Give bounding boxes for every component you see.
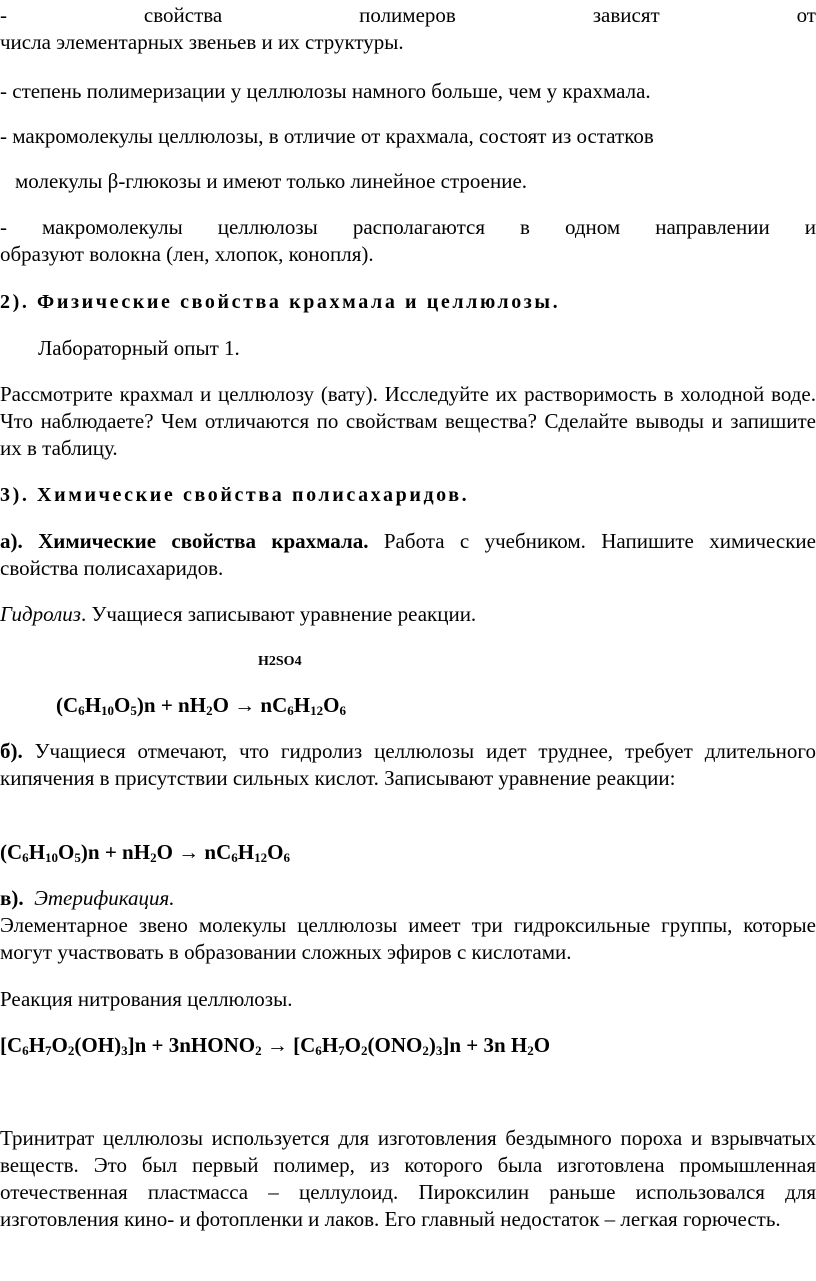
- catalyst-label: H2SO4: [258, 654, 302, 669]
- paragraph-trinitrate: Тринитрат целлюлозы используется для изготовления бездымного пороха и взрывчатых веществ. Это был первый полимер, из которого была изготовлена промышленная отечественная пластмасса – целлулоид. Пироксилин раньше использовался для изготовления кино- и фотопленки и лаков. Его главный недостаток – легкая горючесть.: [0, 1126, 816, 1231]
- item-text: . Учащиеся записывают уравнение реакции.: [81, 602, 477, 626]
- paragraph-macromolecules: - макромолекулы целлюлозы, в отличие от крахмала, состоят из остатков: [0, 124, 654, 148]
- item-label: в).: [0, 886, 24, 910]
- equation-nitration: $[C_6H_7O_2(OH)_3]n$ + 3nHONO$_2$ → $[C_6H_7O_2(ONO_2)_3]n + 3n$ $H_2O$: [0, 1033, 551, 1058]
- term-hydrolysis: Гидролиз: [0, 602, 81, 626]
- text-line: - свойства полимеров зависят от: [0, 3, 816, 27]
- item-esterification: [0, 885, 816, 912]
- lab-experiment-title: Лабораторный опыт 1.: [38, 336, 240, 360]
- text-line: числа элементарных звеньев и их структуры.: [0, 30, 404, 54]
- paragraph-polymerization-degree: - степень полимеризации у целлюлозы намного больше, чем у крахмала.: [0, 79, 651, 103]
- section-heading-chemical-properties: 3). Химические свойства полисахаридов.: [0, 484, 470, 506]
- item-text: Работа с учебником. Напишите химические свойства полисахаридов.: [0, 529, 816, 580]
- paragraph-hydrolysis: [0, 601, 816, 628]
- paragraph-beta-glucose: молекулы β-глюкозы и имеют только линейное строение.: [15, 169, 528, 193]
- item-label: а). Химические свойства крахмала.: [0, 529, 369, 553]
- paragraph-lab-task: Рассмотрите крахмал и целлюлозу (вату). Исследуйте их растворимость в холодной воде. Что наблюдаете? Чем отличаются по свойствам вещества? Сделайте выводы и запишите их в таблицу.: [0, 382, 816, 460]
- item-text: Учащиеся отмечают, что гидролиз целлюлозы идет труднее, требует длительного кипячения в присутствии сильных кислот. Записывают уравнение реакции:: [0, 739, 816, 790]
- paragraph-hydroxyl-groups: Элементарное звено молекулы целлюлозы имеет три гидроксильные группы, которые могут участвовать в образовании сложных эфиров с кислотами.: [0, 913, 816, 964]
- equation-cellulose-hydrolysis: $(C_6H_{10}O_5)n + nH_2O \to nC_6H_{12}O_6$: [0, 840, 290, 865]
- paragraph-starch-chemical: [0, 528, 816, 582]
- paragraph-nitration: Реакция нитрования целлюлозы.: [0, 987, 293, 1011]
- text-line: - макромолекулы целлюлозы располагаются в одном направлении и: [0, 215, 816, 239]
- paragraph-cellulose-hydrolysis: [0, 738, 816, 792]
- paragraph-polymer-properties: [0, 2, 816, 56]
- section-heading-physical-properties: 2). Физические свойства крахмала и целлюлозы.: [0, 291, 561, 313]
- paragraph-fibers: [0, 214, 816, 268]
- term-esterification: Этерификация.: [34, 886, 175, 910]
- text-line: образуют волокна (лен, хлопок, конопля).: [0, 242, 374, 266]
- item-label: б).: [0, 739, 23, 763]
- equation-starch-hydrolysis: $(C_6H_{10}O_5)n + nH_2O \to nC_6H_{12}O_6$: [56, 693, 346, 718]
